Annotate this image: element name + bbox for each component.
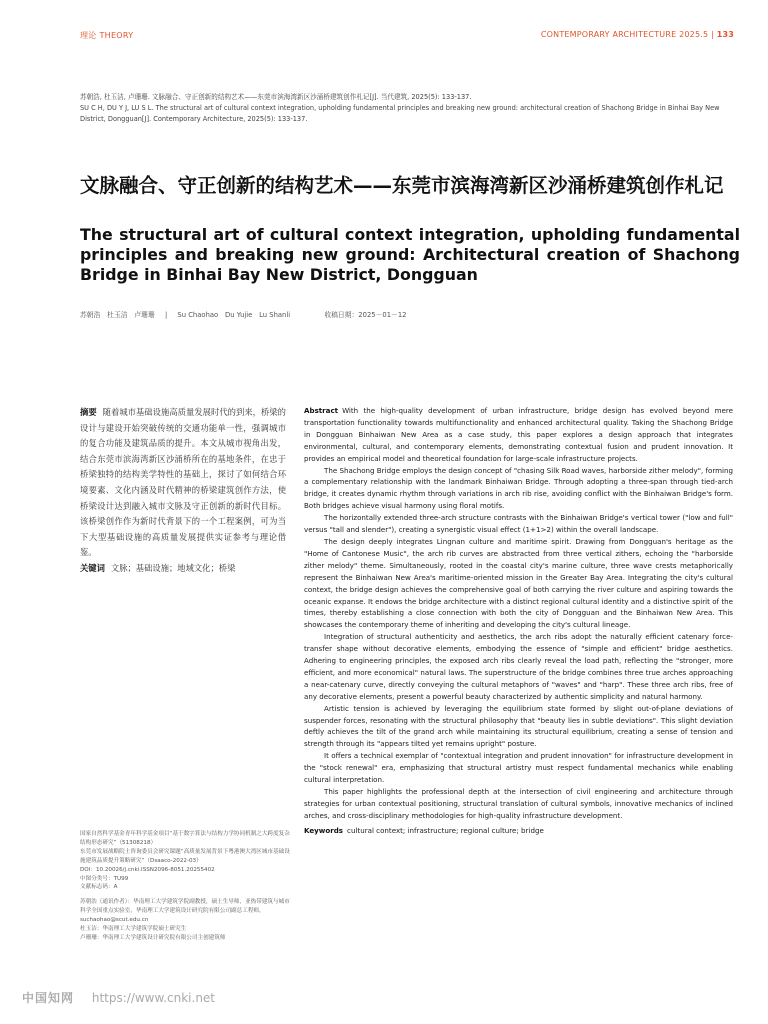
- doi: DOI：10.20026/j.cnki.ISSN2096-8051.20255402: [80, 866, 215, 873]
- keywords-en: [304, 825, 733, 837]
- classification-number: 中图分类号：TU99: [80, 875, 129, 882]
- abstract-en-paragraph: Abstract With the high-quality development of urban infrastructure, bridge design has evolved beyond mere transportation functionality towards multifunctionality and enhanced architectural quality. Taking the Shachong Bridge in Dongguan Binhaiwan New Area as a case study, this paper explores a design approach that integrates environmental, cultural, and contemporary elements, demonstrating contextual fusion and prudent innovation. It provides an empirical model and theoretical foundation for large-scale infrastructure projects.: [304, 406, 733, 463]
- citation-zh: 苏朝浩, 杜玉洁, 卢珊珊. 文脉融合、守正创新的结构艺术——东莞市滨海湾新区沙涌桥建筑创作札记[J]. 当代建筑, 2025(5): 133-137.: [80, 93, 472, 101]
- abstract-en-label: Abstract: [304, 406, 339, 415]
- author-bio: 卢珊珊：华南理工大学建筑设计研究院有限公司主创建筑师: [80, 934, 226, 941]
- keywords-en-text: cultural context; infrastructure; regional culture; bridge: [347, 825, 544, 835]
- received-date: 收稿日期：2025－01－12: [324, 311, 407, 319]
- cnki-logo: 中国知网: [22, 991, 75, 1005]
- abstract-zh-body: [80, 405, 286, 561]
- title-en: The structural art of cultural context integration, upholding fundamental principles and breaking new ground: Architectural creation of Shachong Bridge in Binhai Bay New District, Dongguan: [80, 225, 740, 284]
- section-label: 理论 THEORY: [80, 31, 134, 40]
- citation-en: SU C H, DU Y J, LU S L. The structural art of cultural context integration, upholding fundamental principles and breaking new ground: architectural creation of Shachong Bridge in Binhai Bay New District, Dongguan[J]. Contemporary Architecture, 2025(5): 133-137.: [80, 104, 720, 123]
- funding-note: 国家自然科学基金青年科学基金项目“基于数字算法与结构力学协同机制之大跨度复杂结构形态研究”（51308218）: [80, 831, 290, 846]
- abstract-en-paragraph: The horizontally extended three-arch structure contrasts with the Binhaiwan Bridge's vertical tower ("low and full" versus "tall and slender"), creating a synergistic visual effect (1+1>2) within the overall landscape.: [304, 513, 733, 535]
- author-bio: 苏朝浩（通讯作者）：华南理工大学建筑学院副教授，硕士生导师，亚热带建筑与城市科学全国重点实验室，华南理工大学建筑设计研究院有限公司副总工程师，suchaohao@scut.edu.cn: [80, 899, 290, 924]
- abstract-zh: [80, 405, 286, 577]
- watermark: [22, 989, 215, 1006]
- keywords-en-label: Keywords: [304, 825, 344, 835]
- keywords-zh: [80, 561, 286, 577]
- author-bio: 杜玉洁：华南理工大学建筑学院硕士研究生: [80, 926, 187, 933]
- keywords-zh-text: 文脉；基础设施；地域文化；桥梁: [110, 562, 236, 573]
- keywords-zh-label: 关键词: [80, 562, 105, 573]
- authors-en: Su Chaohao Du Yujie Lu Shanli: [177, 311, 291, 319]
- authors-line: [80, 309, 415, 319]
- footnotes-zh: [80, 830, 290, 943]
- abstract-en: [304, 405, 733, 837]
- abstract-en-paragraph: Integration of structural authenticity and aesthetics, the arch ribs adopt the naturally efficient catenary force-transfer shape without decorative elements, embodying the essence of "simple and efficient" bridge aesthetics. Adhering to engineering principles, the exposed arch ribs clearly reveal the load path, reflecting the "stronger, more efficient, and more economical" natural laws. The superstructure of the bridge combines three true arches approaching a near-catenary curve, directly conveying the cultural metaphors of "waves" and "harp". These three arch ribs, free of any decorative elements, present a powerful beauty characterized by authentic simplicity and natural harmony.: [304, 632, 733, 701]
- journal-issue: CONTEMPORARY ARCHITECTURE 2025.5 |: [540, 30, 714, 39]
- abstract-en-paragraph: Artistic tension is achieved by leveraging the equilibrium state formed by slight out-of-plane deviations of suspender forces, resonating with the structural philosophy that "beauty lies in subtle deviations". This slight deviation deftly achieves the tilt of the grand arch while maintaining its structural equilibrium, creating a sense of tension and strength through its "appears tilted yet remains upright" posture.: [304, 703, 733, 749]
- abstract-zh-text: 随着城市基础设施高质量发展时代的到来，桥梁的设计与建设开始突破传统的交通功能单一性，强调城市的复合功能及建筑品质的提升。本文从城市视角出发，结合东莞市滨海湾新区沙涌桥所在的基地条件，在忠于桥梁独特的结构美学特性的基础上，探讨了如何结合环境要素、文化内涵及时代精神的桥梁建筑创作方法，使桥梁设计达到融入城市文脉及守正创新的新时代目标。该桥梁创作作为新时代背景下的一个工程案例，可为当下大型基础设施的高质量发展提供实证参考与理论借鉴。: [80, 407, 286, 558]
- abstract-en-paragraph: This paper highlights the professional depth at the intersection of civil engineering and architecture through strategies for urban contextual positioning, structural translation of cultural symbols, innovative mechanics of inclined arches, and cross-disciplinary methodologies for high-quality infrastructure development.: [304, 787, 733, 820]
- journal-header: [541, 30, 734, 39]
- abstract-zh-label: 摘要: [80, 407, 97, 417]
- abstract-en-paragraph: The Shachong Bridge employs the design concept of "chasing Silk Road waves, harborside zither melody", forming a complementary relationship with the landmark Binhaiwan Bridge. Through adopting a three-span through tied-arch bridge, it creates dynamic rhythm through variations in arch rib rise, avoiding conflict with the Binhaiwan Bridge's form. Both bridges achieve visual harmony using floral motifs.: [304, 465, 733, 511]
- cnki-url: https://www.cnki.net: [91, 991, 216, 1005]
- title-zh: 文脉融合、守正创新的结构艺术——东莞市滨海湾新区沙涌桥建筑创作札记: [80, 174, 724, 197]
- page-number: 133: [716, 30, 734, 39]
- funding-note: 东莞市发展战略院士咨询委员会研究课题“高质量发展背景下粤港澳大湾区城市基础设施建筑品质提升策略研究”（Dsaaco-2022-03）: [80, 848, 290, 864]
- document-code: 文献标志码：A: [80, 884, 118, 891]
- abstract-en-paragraph: It offers a technical exemplar of "contextual integration and prudent innovation" for infrastructure development in the "stock renewal" era, emphasizing that structural artistry must respect fundamental mechanics while enabling cultural interpretation.: [304, 751, 733, 785]
- separator: |: [164, 311, 168, 319]
- citation-block: [80, 92, 740, 125]
- authors-zh: 苏朝浩 杜玉洁 卢珊珊: [80, 311, 155, 319]
- abstract-en-paragraph: The design deeply integrates Lingnan culture and maritime spirit. Drawing from Dongguan's heritage as the "Home of Cantonese Music", the arch rib curves are abstracted from three vertical zithers, echoing the "harborside zither melody" theme. Simultaneously, rooted in the coastal city's marine culture, three wave crests metaphorically represent the Binhaiwan New Area's maritime-oriented mission in the Greater Bay Area. Integrating the city's cultural context, the bridge design achieves the comprehensive goal of both carrying the river culture and aspiring towards the oceanic expanse. It endows the bridge architecture with a distinct regional cultural identity and a distinctive spirit of the times, thereby establishing a close connection with both the city of Dongguan and the Binhaiwan New Area. This showcases the contemporary theme of inheriting and developing the city's cultural lineage.: [304, 536, 733, 630]
